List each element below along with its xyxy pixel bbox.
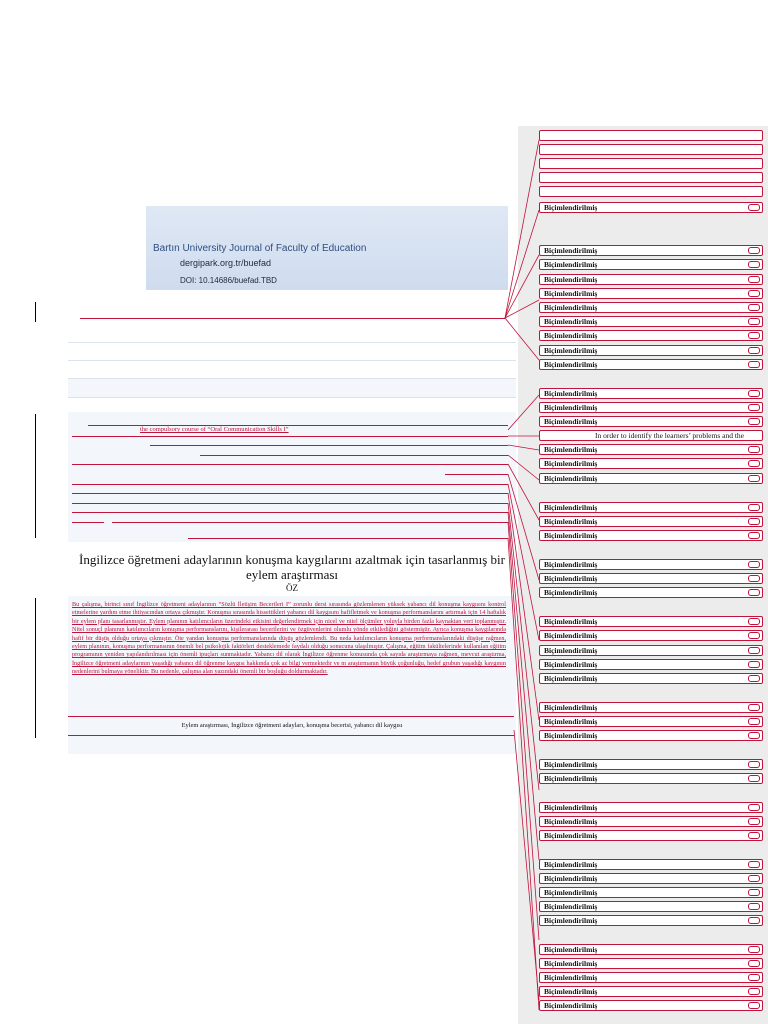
comment-balloon-formatted[interactable]: [539, 702, 763, 713]
comment-label: Biçimlendirilmiş: [544, 959, 598, 968]
comment-balloon-empty[interactable]: [539, 144, 763, 155]
comment-expand-icon[interactable]: [748, 761, 760, 768]
comment-balloon-formatted[interactable]: [539, 630, 763, 641]
comment-balloon-formatted[interactable]: [539, 388, 763, 399]
comment-expand-icon[interactable]: [748, 404, 760, 411]
comment-balloon-formatted[interactable]: [539, 716, 763, 727]
comment-label: Biçimlendirilmiş: [544, 760, 598, 769]
comment-label: Biçimlendirilmiş: [544, 417, 598, 426]
comment-balloon-formatted[interactable]: [539, 587, 763, 598]
comment-balloon-formatted[interactable]: [539, 259, 763, 270]
comment-balloon-formatted[interactable]: [539, 516, 763, 527]
comment-balloon-formatted[interactable]: [539, 559, 763, 570]
comment-expand-icon[interactable]: [748, 332, 760, 339]
comment-balloon-formatted[interactable]: [539, 402, 763, 413]
comment-balloon-formatted[interactable]: [539, 1000, 763, 1011]
comment-balloon-empty[interactable]: [539, 130, 763, 141]
comment-expand-icon[interactable]: [748, 518, 760, 525]
comment-label: Biçimlendirilmiş: [544, 445, 598, 454]
comment-label: Biçimlendirilmiş: [544, 973, 598, 982]
comment-label: Biçimlendirilmiş: [544, 916, 598, 925]
comment-balloon-formatted[interactable]: [539, 416, 763, 427]
comment-balloon-formatted[interactable]: [539, 659, 763, 670]
comment-label: Biçimlendirilmiş: [544, 874, 598, 883]
comment-balloon-formatted[interactable]: [539, 730, 763, 741]
comment-balloon-formatted[interactable]: [539, 359, 763, 370]
comment-balloon-formatted[interactable]: [539, 573, 763, 584]
turkish-keywords: Eylem araştırması, İngilizce öğretmeni adayları, konuşma becerisi, yabancı dil kaygısı: [181, 722, 403, 729]
comment-balloon-formatted[interactable]: [539, 901, 763, 912]
comment-expand-icon[interactable]: [748, 960, 760, 967]
comment-label: Biçimlendirilmiş: [544, 517, 598, 526]
comment-expand-icon[interactable]: [748, 347, 760, 354]
comment-expand-icon[interactable]: [748, 390, 760, 397]
comment-balloon-formatted[interactable]: [539, 816, 763, 827]
journal-doi: DOI: 10.14686/buefad.TBD: [180, 276, 277, 285]
comment-balloon-formatted[interactable]: [539, 330, 763, 341]
comment-expand-icon[interactable]: [748, 632, 760, 639]
comment-label: Biçimlendirilmiş: [544, 731, 598, 740]
comment-balloon-empty[interactable]: [539, 186, 763, 197]
comment-balloon-formatted[interactable]: [539, 202, 763, 213]
comment-expand-icon[interactable]: [748, 561, 760, 568]
comment-expand-icon[interactable]: [748, 804, 760, 811]
comment-label: Biçimlendirilmiş: [544, 631, 598, 640]
turkish-abstract[interactable]: Bu çalışma, birinci sınıf İngilizce öğretmeni adaylarının “Sözlü İletişim Becerileri I” zorunlu dersi sırasında gözlemlenen yüksek yabancı dil konuşma kaygısını kontrol etmelerine yardım etme ihtiyacından ortaya çıkmıştır. Konuşma sırasında hissettikleri yabancı dil kaygısını hafifletmek ve konuşma performanslarını artırmak için 14 haftalık bir eylem planı tasarlanmıştır. Eylem planının katılımcıların üzerindeki etkisini değerlendirmek için nicel ve nitel ölçümler yoluyla birden fazla kaynaktan veri toplanmıştır. Nitel sonuçl planının katılımcıların konuşma performanslarını, kişilerarası becerilerini ve özgüvenlerini olumlu yönde etkilediğini göstermiştir. Ayrıca konuşma kaygılarında hafif bir düşüş olduğu ortaya çıkmıştır. Öte yandan konuşma performanslarında düşüş gözlemlendi. Bu neda katılımcıların konuşma performanslarındaki düşüşe rağmen, eylem planının, konuşma performansının önemli bel psikolojik faktörleri desteklemede faydalı olduğu sonucuna ulaşılmıştır. Çalışma, eğitim fakültelerinde kullanılan eğitim programının yeniden yapılandırılması için önemli ipuçları sunmaktadır. Yabancı dil olarak İngilizce öğrenme konusunda çok sayıda araştırmaya rağmen, mevcut araştırma, İngilizce öğretmeni adaylarının yaşadığı yabancı dil öğrenme kaygısı hakkında çok az bilgi vermektedir ve m araştırmanın büyük çoğunluğu, hedef grubun yaşadığı kaygının nedenlerini bulmaya yöneliktir. Bu nedenle, çalışma alan yazındaki önemli bir boşluğu doldurmaktadır.: [72, 601, 506, 676]
comment-label: Biçimlendirilmiş: [544, 289, 598, 298]
comment-balloon-formatted[interactable]: [539, 245, 763, 256]
comment-balloon-formatted[interactable]: [539, 802, 763, 813]
comment-expand-icon[interactable]: [748, 290, 760, 297]
comment-expand-icon[interactable]: [748, 276, 760, 283]
comment-label: Biçimlendirilmiş: [544, 860, 598, 869]
comment-label: Biçimlendirilmiş: [544, 560, 598, 569]
comment-expand-icon[interactable]: [748, 732, 760, 739]
comment-balloon-formatted[interactable]: [539, 773, 763, 784]
journal-name: Bartın University Journal of Faculty of Education: [153, 243, 367, 254]
comment-balloon-formatted[interactable]: [539, 458, 763, 469]
journal-url[interactable]: dergipark.org.tr/buefad: [180, 258, 272, 268]
comment-expand-icon[interactable]: [748, 304, 760, 311]
comment-balloon-formatted[interactable]: [539, 502, 763, 513]
turkish-title: İngilizce öğretmeni adaylarının konuşma kaygılarını azaltmak için tasarlanmış bir eylem araştırması: [79, 552, 505, 582]
comment-balloon-formatted[interactable]: [539, 944, 763, 955]
comment-label: Biçimlendirilmiş: [544, 303, 598, 312]
comment-balloon-formatted[interactable]: [539, 887, 763, 898]
comment-label: Biçimlendirilmiş: [544, 317, 598, 326]
comment-expand-icon[interactable]: [748, 575, 760, 582]
comment-balloon-empty[interactable]: [539, 158, 763, 169]
comment-balloon-formatted[interactable]: [539, 873, 763, 884]
comment-balloon-formatted[interactable]: [539, 759, 763, 770]
comment-label: Biçimlendirilmiş: [544, 275, 598, 284]
comment-label: Biçimlendirilmiş: [544, 703, 598, 712]
comment-expand-icon[interactable]: [748, 318, 760, 325]
comment-balloon-formatted[interactable]: [539, 958, 763, 969]
comment-expand-icon[interactable]: [748, 532, 760, 539]
comment-label: Biçimlendirilmiş: [544, 331, 598, 340]
comment-balloon-formatted[interactable]: [539, 530, 763, 541]
comment-balloon-formatted[interactable]: [539, 830, 763, 841]
comment-label: Biçimlendirilmiş: [544, 360, 598, 369]
comment-label: Biçimlendirilmiş: [544, 203, 598, 212]
comment-balloon-formatted[interactable]: [539, 972, 763, 983]
comment-expand-icon[interactable]: [748, 718, 760, 725]
comment-expand-icon[interactable]: [748, 988, 760, 995]
comment-expand-icon[interactable]: [748, 861, 760, 868]
comment-label: Biçimlendirilmiş: [544, 674, 598, 683]
comment-label: Biçimlendirilmiş: [544, 945, 598, 954]
comment-expand-icon[interactable]: [748, 1002, 760, 1009]
comment-label: Biçimlendirilmiş: [544, 646, 598, 655]
comment-balloon-note[interactable]: [539, 430, 763, 441]
comment-expand-icon[interactable]: [748, 261, 760, 268]
comment-expand-icon[interactable]: [748, 504, 760, 511]
comment-expand-icon[interactable]: [748, 946, 760, 953]
comment-label: Biçimlendirilmiş: [544, 803, 598, 812]
comment-note-text: In order to identify the learners’ problems and the: [595, 431, 744, 440]
comment-expand-icon[interactable]: [748, 661, 760, 668]
inserted-revision-text[interactable]: the compulsory course of “Oral Communication Skills I”: [140, 426, 289, 433]
comment-label: Biçimlendirilmiş: [544, 503, 598, 512]
comment-balloon-formatted[interactable]: [539, 444, 763, 455]
comment-expand-icon[interactable]: [748, 589, 760, 596]
comment-expand-icon[interactable]: [748, 889, 760, 896]
comment-label: Biçimlendirilmiş: [544, 260, 598, 269]
comment-expand-icon[interactable]: [748, 460, 760, 467]
comment-balloon-empty[interactable]: [539, 172, 763, 183]
comment-label: Biçimlendirilmiş: [544, 246, 598, 255]
comment-label: Biçimlendirilmiş: [544, 831, 598, 840]
comment-expand-icon[interactable]: [748, 247, 760, 254]
comment-balloon-formatted[interactable]: [539, 473, 763, 484]
comment-label: Biçimlendirilmiş: [544, 346, 598, 355]
comment-expand-icon[interactable]: [748, 775, 760, 782]
comment-label: Biçimlendirilmiş: [544, 987, 598, 996]
comment-label: Biçimlendirilmiş: [544, 588, 598, 597]
comment-expand-icon[interactable]: [748, 204, 760, 211]
comment-balloon-formatted[interactable]: [539, 274, 763, 285]
comment-expand-icon[interactable]: [748, 361, 760, 368]
comment-expand-icon[interactable]: [748, 675, 760, 682]
comment-expand-icon[interactable]: [748, 418, 760, 425]
comment-expand-icon[interactable]: [748, 647, 760, 654]
comment-balloon-formatted[interactable]: [539, 859, 763, 870]
comment-expand-icon[interactable]: [748, 618, 760, 625]
comment-label: Biçimlendirilmiş: [544, 817, 598, 826]
comment-label: Biçimlendirilmiş: [544, 389, 598, 398]
comment-balloon-formatted[interactable]: [539, 673, 763, 684]
comment-label: Biçimlendirilmiş: [544, 459, 598, 468]
comment-label: Biçimlendirilmiş: [544, 888, 598, 897]
comment-label: Biçimlendirilmiş: [544, 774, 598, 783]
comment-balloon-formatted[interactable]: [539, 645, 763, 656]
comment-expand-icon[interactable]: [748, 917, 760, 924]
comment-expand-icon[interactable]: [748, 903, 760, 910]
comment-expand-icon[interactable]: [748, 818, 760, 825]
comment-balloon-formatted[interactable]: [539, 316, 763, 327]
comment-label: Biçimlendirilmiş: [544, 474, 598, 483]
comment-expand-icon[interactable]: [748, 974, 760, 981]
comment-label: Biçimlendirilmiş: [544, 403, 598, 412]
comment-balloon-formatted[interactable]: [539, 616, 763, 627]
comment-balloon-formatted[interactable]: [539, 345, 763, 356]
comment-expand-icon[interactable]: [748, 446, 760, 453]
comment-balloon-formatted[interactable]: [539, 302, 763, 313]
comment-label: Biçimlendirilmiş: [544, 574, 598, 583]
comment-balloon-formatted[interactable]: [539, 288, 763, 299]
comment-expand-icon[interactable]: [748, 875, 760, 882]
oz-heading: ÖZ: [286, 583, 298, 593]
comment-balloon-formatted[interactable]: [539, 915, 763, 926]
comment-label: Biçimlendirilmiş: [544, 660, 598, 669]
comment-label: Biçimlendirilmiş: [544, 902, 598, 911]
comment-label: Biçimlendirilmiş: [544, 531, 598, 540]
comment-expand-icon[interactable]: [748, 832, 760, 839]
comment-balloon-formatted[interactable]: [539, 986, 763, 997]
comment-expand-icon[interactable]: [748, 704, 760, 711]
comment-label: Biçimlendirilmiş: [544, 717, 598, 726]
comment-label: Biçimlendirilmiş: [544, 617, 598, 626]
comment-expand-icon[interactable]: [748, 475, 760, 482]
comment-label: Biçimlendirilmiş: [544, 1001, 598, 1010]
